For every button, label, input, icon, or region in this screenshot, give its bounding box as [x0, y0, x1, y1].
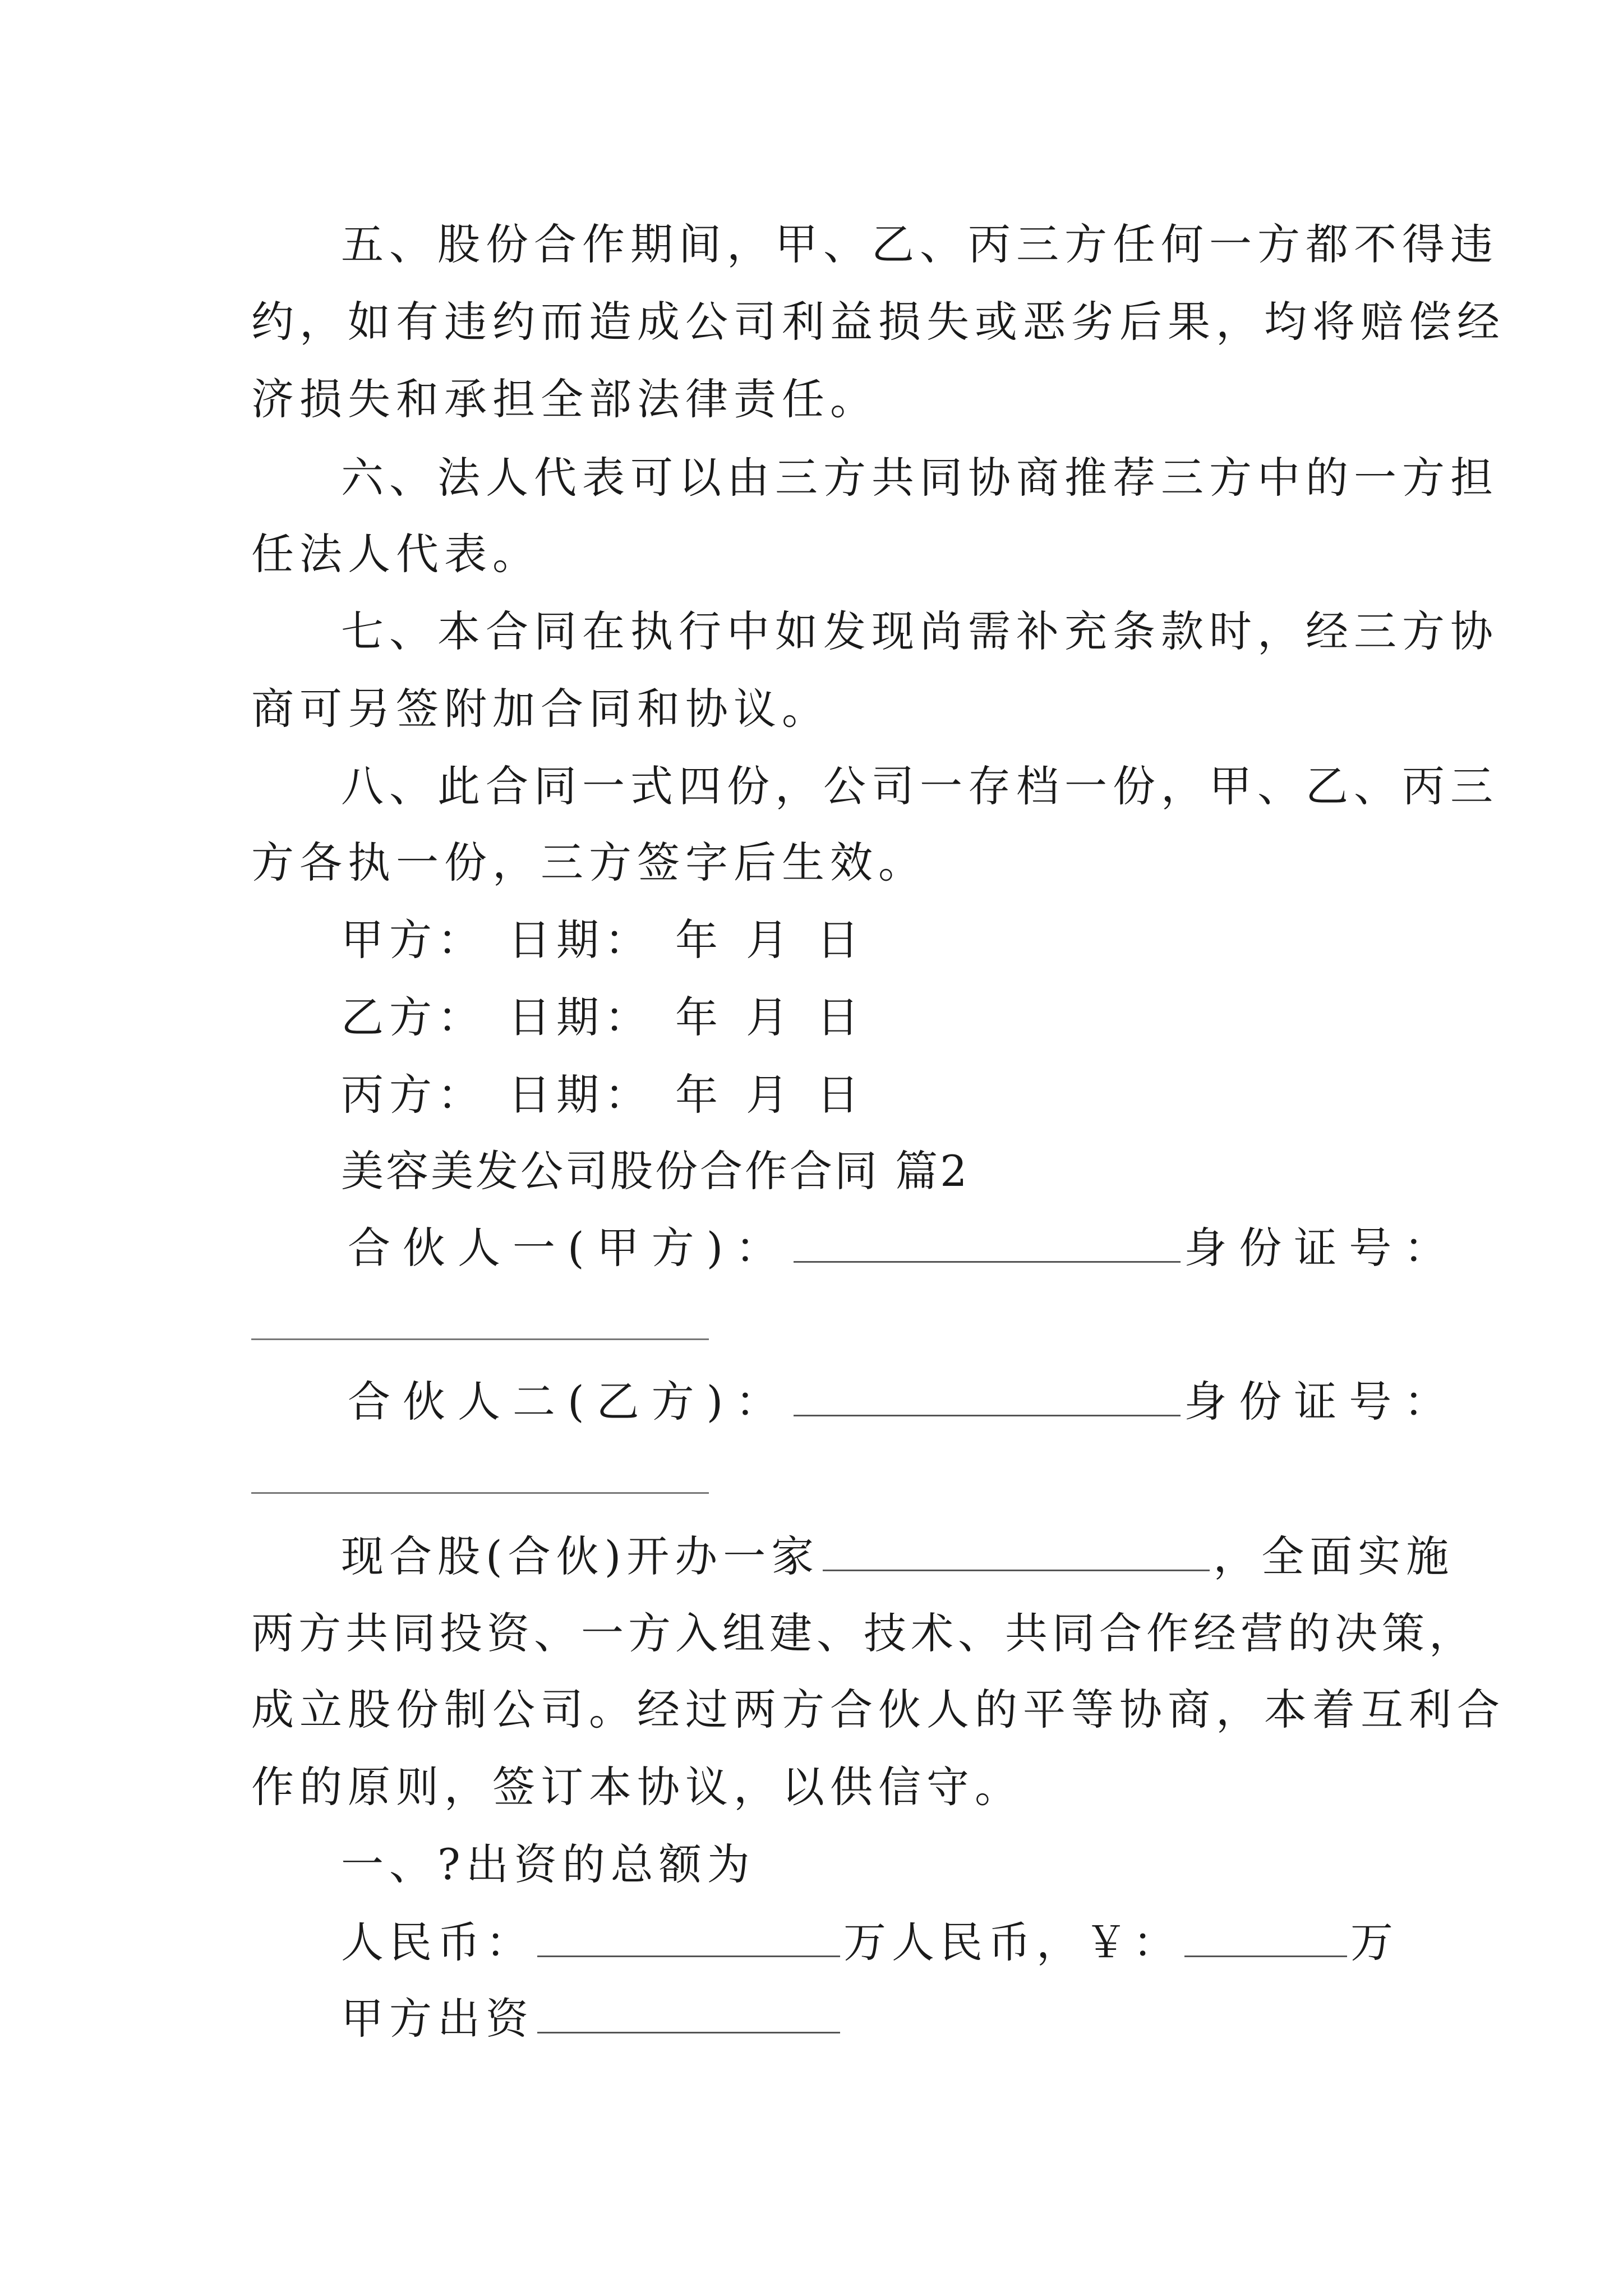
- intro-line-4: 作的原则，签订本协议，以供信守。: [251, 1762, 1023, 1812]
- intro-text-b: ，全面实施: [1213, 1531, 1455, 1581]
- party-label: 甲方：: [341, 915, 486, 965]
- total-capital-line: [341, 1917, 1399, 1967]
- clause-6-line-2: 任法人代表。: [251, 529, 541, 579]
- partner-1-label: 合伙人一(甲方)：: [348, 1223, 791, 1273]
- party-a-capital-blank[interactable]: [537, 1997, 840, 2033]
- partner-2-id-label: 身份证号：: [1184, 1377, 1459, 1427]
- clause-5-line-3: 济损失和承担全部法律责任。: [251, 374, 878, 424]
- partner-1-id-blank[interactable]: [251, 1338, 709, 1340]
- clause-6-line-1: 六、法人代表可以由三方共同协商推荐三方中的一方担: [341, 453, 1498, 503]
- day-label: 日: [817, 1070, 865, 1120]
- section-title: 美容美发公司股份合作合同 篇2: [341, 1146, 970, 1196]
- date-label: 日期：: [508, 992, 653, 1042]
- intro-line-2: 两方共同投资、一方入组建、技术、共同合作经营的决策，: [251, 1608, 1476, 1658]
- clause-8-line-2: 方各执一份，三方签字后生效。: [251, 838, 926, 887]
- day-label: 日: [817, 915, 865, 965]
- year-label: 年: [675, 1070, 723, 1120]
- clause-5-line-2: 约，如有违约而造成公司利益损失或恶劣后果，均将赔偿经: [251, 297, 1505, 347]
- item-1-heading: 一、?出资的总额为: [341, 1839, 755, 1889]
- month-label: 月: [746, 1070, 794, 1120]
- month-label: 月: [746, 992, 794, 1042]
- rmb-amount-blank[interactable]: [537, 1921, 840, 1957]
- month-label: 月: [746, 915, 794, 965]
- year-label: 年: [675, 915, 723, 965]
- party-a-capital-label: 甲方出资: [341, 1994, 534, 2044]
- intro-line-3: 成立股份制公司。经过两方合伙人的平等协商，本着互利合: [251, 1685, 1505, 1734]
- clause-8-line-1: 八、此合同一式四份，公司一存档一份，甲、乙、丙三: [341, 761, 1498, 811]
- signature-line-party-c: [341, 1070, 865, 1120]
- intro-text-a: 现合股(合伙)开办一家: [341, 1531, 820, 1581]
- partner-1-line: [348, 1223, 1459, 1273]
- partner-1-name-blank[interactable]: [794, 1226, 1181, 1263]
- rmb-label: 人民币：: [341, 1917, 534, 1967]
- wan-label: 万: [1350, 1917, 1399, 1967]
- partner-2-name-blank[interactable]: [794, 1380, 1181, 1416]
- clause-7-line-1: 七、本合同在执行中如发现尚需补充条款时，经三方协: [341, 606, 1498, 656]
- partner-2-label: 合伙人二(乙方)：: [348, 1377, 791, 1427]
- day-label: 日: [817, 992, 865, 1042]
- signature-line-party-a: [341, 915, 865, 965]
- rmb-unit-label: 万人民币，￥：: [843, 1917, 1181, 1967]
- company-name-blank[interactable]: [823, 1535, 1210, 1571]
- partner-2-line: [348, 1377, 1459, 1427]
- date-label: 日期：: [508, 915, 653, 965]
- partner-1-id-label: 身份证号：: [1184, 1223, 1459, 1273]
- party-label: 丙方：: [341, 1070, 486, 1120]
- intro-line-1: [341, 1531, 1455, 1581]
- signature-line-party-b: [341, 992, 865, 1042]
- party-label: 乙方：: [341, 992, 486, 1042]
- clause-5-line-1: 五、股份合作期间，甲、乙、丙三方任何一方都不得违: [341, 219, 1498, 269]
- party-a-capital-line: [341, 1994, 843, 2044]
- year-label: 年: [675, 992, 723, 1042]
- yuan-amount-blank[interactable]: [1184, 1921, 1347, 1957]
- clause-7-line-2: 商可另签附加合同和协议。: [251, 684, 830, 734]
- partner-2-id-blank[interactable]: [251, 1492, 709, 1494]
- date-label: 日期：: [508, 1070, 653, 1120]
